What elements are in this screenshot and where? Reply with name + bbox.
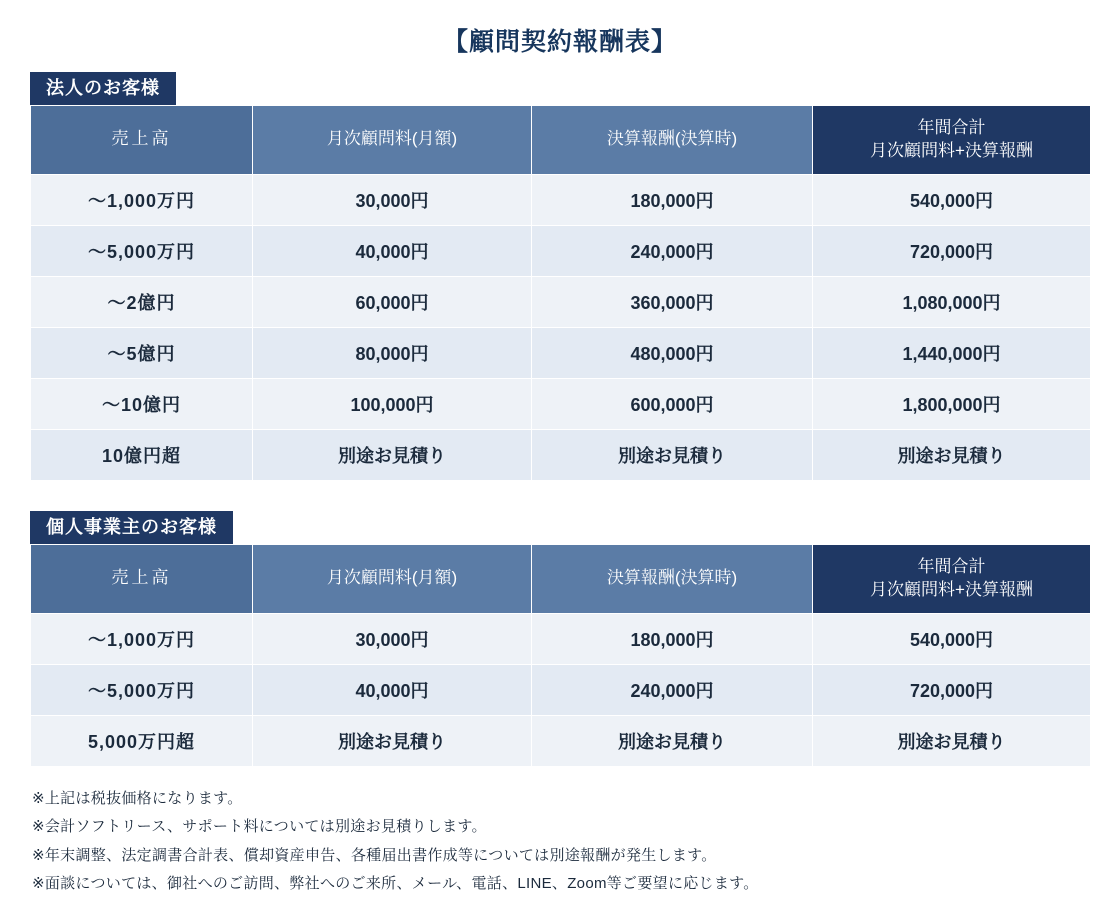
cell-monthly-fee: 別途お見積り: [253, 429, 532, 480]
cell-monthly-fee: 30,000円: [253, 174, 532, 225]
page-title: 【顧問契約報酬表】: [442, 28, 677, 56]
cell-sales: 〜1,000万円: [31, 174, 253, 225]
note-item: ※会計ソフトリース、サポート料については別途お見積りします。: [32, 818, 487, 836]
cell-monthly-fee: 別途お見積り: [253, 715, 532, 766]
cell-settlement-fee: 600,000円: [532, 378, 813, 429]
table-row: [31, 429, 1091, 480]
cell-monthly-fee: 40,000円: [253, 664, 532, 715]
column-header-sales: 売上高: [31, 106, 253, 175]
cell-annual-total: 720,000円: [813, 664, 1091, 715]
cell-monthly-fee: 80,000円: [253, 327, 532, 378]
table-header-row: [31, 106, 1091, 175]
table-row: [31, 378, 1091, 429]
cell-sales: 〜2億円: [31, 276, 253, 327]
table-row: [31, 225, 1091, 276]
note-item: ※上記は税抜価格になります。: [32, 789, 243, 807]
cell-sales: 〜5,000万円: [31, 664, 253, 715]
section-sole-proprietor: [30, 511, 1090, 767]
cell-sales: 5,000万円超: [31, 715, 253, 766]
cell-monthly-fee: 40,000円: [253, 225, 532, 276]
cell-monthly-fee: 100,000円: [253, 378, 532, 429]
cell-settlement-fee: 180,000円: [532, 174, 813, 225]
cell-annual-total: 720,000円: [813, 225, 1091, 276]
column-header-monthly-fee: 月次顧問料(月額): [253, 106, 532, 175]
cell-settlement-fee: 480,000円: [532, 327, 813, 378]
fee-schedule-page: [0, 22, 1120, 893]
cell-annual-total: 別途お見積り: [813, 429, 1091, 480]
cell-annual-total: 1,080,000円: [813, 276, 1091, 327]
column-header-annual-total-line1: 年間合計: [917, 556, 986, 576]
cell-sales: 〜10億円: [31, 378, 253, 429]
column-header-annual-total: [813, 544, 1091, 613]
cell-annual-total: 1,440,000円: [813, 327, 1091, 378]
table-row: [31, 664, 1091, 715]
table-row: [31, 327, 1091, 378]
table-row: [31, 715, 1091, 766]
column-header-annual-total-line1: 年間合計: [917, 118, 986, 137]
sole-proprietor-fee-table: [30, 544, 1091, 767]
column-header-settlement-fee: 決算報酬(決算時): [532, 544, 813, 613]
table-row: [31, 174, 1091, 225]
column-header-monthly-fee: 月次顧問料(月額): [253, 544, 532, 613]
corporate-fee-table: [30, 105, 1091, 481]
section-sole-proprietor-tab: 個人事業主のお客様: [30, 511, 233, 544]
section-corporate-tab: 法人のお客様: [30, 72, 176, 105]
cell-annual-total: 1,800,000円: [813, 378, 1091, 429]
table-row: [31, 276, 1091, 327]
cell-settlement-fee: 180,000円: [532, 613, 813, 664]
cell-monthly-fee: 60,000円: [253, 276, 532, 327]
table-row: [31, 613, 1091, 664]
column-header-sales: 売上高: [31, 544, 253, 613]
cell-annual-total: 別途お見積り: [813, 715, 1091, 766]
column-header-annual-total-line2: 月次顧問料+決算報酬: [870, 140, 1033, 160]
cell-settlement-fee: 別途お見積り: [532, 715, 813, 766]
notes-list: [30, 785, 1090, 899]
cell-monthly-fee: 30,000円: [253, 613, 532, 664]
cell-annual-total: 540,000円: [813, 613, 1091, 664]
cell-sales: 〜5,000万円: [31, 225, 253, 276]
cell-settlement-fee: 360,000円: [532, 276, 813, 327]
cell-annual-total: 540,000円: [813, 174, 1091, 225]
cell-settlement-fee: 240,000円: [532, 664, 813, 715]
column-header-annual-total: [813, 106, 1091, 175]
cell-sales: 〜5億円: [31, 327, 253, 378]
cell-settlement-fee: 240,000円: [532, 225, 813, 276]
section-spacer: [30, 485, 1090, 511]
note-item: ※年末調整、法定調書合計表、償却資産申告、各種届出書作成等については別途報酬が発生します。: [32, 846, 717, 864]
cell-settlement-fee: 別途お見積り: [532, 429, 813, 480]
cell-sales: 〜1,000万円: [31, 613, 253, 664]
table-header-row: [31, 544, 1091, 613]
note-item: ※面談については、御社へのご訪問、弊社へのご来所、メール、電話、LINE、Zoom等ご要望に応じます。: [32, 875, 759, 893]
column-header-settlement-fee: 決算報酬(決算時): [532, 106, 813, 175]
column-header-annual-total-line2: 月次顧問料+決算報酬: [870, 579, 1033, 599]
cell-sales: 10億円超: [31, 429, 253, 480]
section-corporate: [30, 72, 1090, 481]
